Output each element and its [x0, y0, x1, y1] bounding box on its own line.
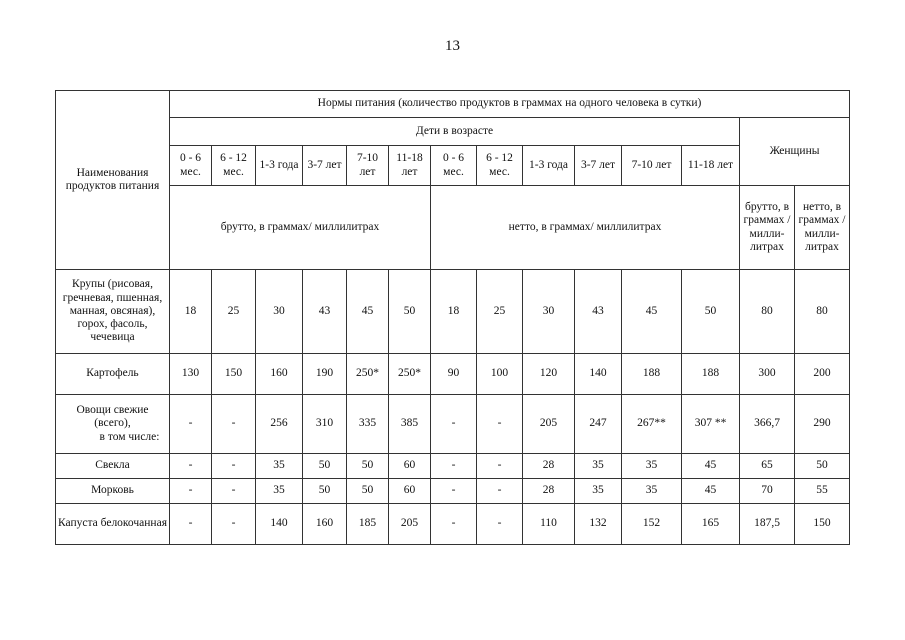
table-cell: 140: [256, 504, 303, 545]
table-cell: 200: [795, 354, 850, 395]
table-cell: -: [431, 454, 477, 479]
age-gross-4: 3-7 лет: [303, 146, 347, 186]
table-cell: 160: [303, 504, 347, 545]
table-cell: -: [212, 504, 256, 545]
table-cell: -: [477, 454, 523, 479]
table-cell: -: [477, 395, 523, 454]
table-cell: -: [431, 479, 477, 504]
table-cell: 50: [795, 454, 850, 479]
table-cell: 335: [347, 395, 389, 454]
table-cell: 120: [523, 354, 575, 395]
table-row: [56, 270, 850, 354]
table-cell: -: [477, 479, 523, 504]
table-cell: 35: [622, 454, 682, 479]
table-cell: -: [477, 504, 523, 545]
table-cell: 50: [347, 454, 389, 479]
table-cell: 185: [347, 504, 389, 545]
table-cell: -: [431, 395, 477, 454]
age-gross-3: 1-3 года: [256, 146, 303, 186]
page-number: 13: [445, 38, 460, 54]
table-cell: 205: [389, 504, 431, 545]
header-norms: Нормы питания (количество продуктов в граммах на одного человека в сутки): [170, 91, 850, 118]
table-cell: 65: [740, 454, 795, 479]
table-cell: 160: [256, 354, 303, 395]
table-cell: -: [431, 504, 477, 545]
header-women: Женщины: [740, 118, 850, 186]
table-cell: 187,5: [740, 504, 795, 545]
header-gross-unit: брутто, в граммах/ миллилитрах: [170, 186, 431, 270]
age-gross-5: 7-10 лет: [347, 146, 389, 186]
row-product-name: [56, 454, 170, 479]
table-row: [56, 354, 850, 395]
age-net-1: 0 - 6 мес.: [431, 146, 477, 186]
age-net-5: 7-10 лет: [622, 146, 682, 186]
table-cell: 50: [303, 479, 347, 504]
row-product-name-text: Картофель: [86, 367, 139, 380]
table-cell: 300: [740, 354, 795, 395]
row-product-name-text: Крупы (рисовая, гречневая, пшенная, манная, овсяная), горох, фасоль, чечевица: [62, 278, 163, 344]
header-product-names: Наименования продуктов питания: [56, 91, 170, 270]
table-row: [56, 504, 850, 545]
table-cell: 18: [170, 270, 212, 354]
table-cell: 60: [389, 479, 431, 504]
row-product-name: [56, 395, 170, 454]
row-product-name: [56, 479, 170, 504]
age-gross-6: 11-18 лет: [389, 146, 431, 186]
table-cell: 90: [431, 354, 477, 395]
table-row: [56, 479, 850, 504]
table-cell: 45: [622, 270, 682, 354]
table-cell: 35: [575, 454, 622, 479]
table-row: [56, 395, 850, 454]
table-cell: 45: [682, 479, 740, 504]
table-cell: 28: [523, 454, 575, 479]
header-children: Дети в возрасте: [170, 118, 740, 146]
age-gross-2: 6 - 12 мес.: [212, 146, 256, 186]
table-cell: 250*: [347, 354, 389, 395]
table-cell: -: [212, 479, 256, 504]
table-cell: 190: [303, 354, 347, 395]
table-cell: 165: [682, 504, 740, 545]
table-cell: 45: [347, 270, 389, 354]
row-product-name-text: Свекла: [95, 459, 130, 472]
row-product-name: [56, 354, 170, 395]
table-cell: 25: [477, 270, 523, 354]
age-gross-1: 0 - 6 мес.: [170, 146, 212, 186]
table-cell: 50: [682, 270, 740, 354]
table-cell: -: [170, 454, 212, 479]
table-cell: 80: [740, 270, 795, 354]
table-cell: 50: [303, 454, 347, 479]
table-cell: 188: [622, 354, 682, 395]
table-cell: 247: [575, 395, 622, 454]
header-women-gross: брутто, в граммах / милли-литрах: [740, 186, 795, 270]
table-cell: 50: [347, 479, 389, 504]
age-net-3: 1-3 года: [523, 146, 575, 186]
row-product-name-text: Морковь: [91, 484, 134, 497]
table-cell: 45: [682, 454, 740, 479]
age-net-4: 3-7 лет: [575, 146, 622, 186]
table-cell: 100: [477, 354, 523, 395]
table-cell: -: [170, 395, 212, 454]
table-cell: 80: [795, 270, 850, 354]
header-women-net: нетто, в граммах / милли-литрах: [795, 186, 850, 270]
table-cell: 188: [682, 354, 740, 395]
table-cell: 18: [431, 270, 477, 354]
header-net-unit: нетто, в граммах/ миллилитрах: [431, 186, 740, 270]
row-product-subname: в том числе:: [99, 430, 160, 443]
table-cell: 385: [389, 395, 431, 454]
table-cell: 150: [795, 504, 850, 545]
table-row: [56, 454, 850, 479]
table-cell: 307 **: [682, 395, 740, 454]
table-cell: 140: [575, 354, 622, 395]
row-product-name: [56, 504, 170, 545]
age-net-6: 11-18 лет: [682, 146, 740, 186]
table-cell: 50: [389, 270, 431, 354]
table-cell: 205: [523, 395, 575, 454]
table-cell: 25: [212, 270, 256, 354]
table-cell: 250*: [389, 354, 431, 395]
table-cell: 35: [256, 479, 303, 504]
table-cell: 366,7: [740, 395, 795, 454]
table-cell: -: [212, 395, 256, 454]
table-cell: 310: [303, 395, 347, 454]
age-net-2: 6 - 12 мес.: [477, 146, 523, 186]
table-cell: 110: [523, 504, 575, 545]
table-cell: 130: [170, 354, 212, 395]
table-cell: 150: [212, 354, 256, 395]
table-cell: 290: [795, 395, 850, 454]
table-cell: 267**: [622, 395, 682, 454]
table-cell: 43: [575, 270, 622, 354]
nutrition-norms-table: [55, 90, 850, 545]
table-cell: 132: [575, 504, 622, 545]
table-cell: 35: [622, 479, 682, 504]
table-cell: 152: [622, 504, 682, 545]
table-cell: 70: [740, 479, 795, 504]
table-cell: 35: [575, 479, 622, 504]
table-body: [56, 270, 850, 545]
table-cell: -: [170, 504, 212, 545]
row-product-name-text: Капуста белокочанная: [58, 517, 167, 530]
table-cell: 55: [795, 479, 850, 504]
table-cell: 60: [389, 454, 431, 479]
table-cell: 30: [256, 270, 303, 354]
row-product-name: [56, 270, 170, 354]
table-cell: -: [170, 479, 212, 504]
table-cell: 30: [523, 270, 575, 354]
table-cell: 35: [256, 454, 303, 479]
table-cell: 43: [303, 270, 347, 354]
row-product-name-text: Овощи свежие (всего),: [76, 404, 149, 430]
table-cell: 256: [256, 395, 303, 454]
table-cell: -: [212, 454, 256, 479]
table-cell: 28: [523, 479, 575, 504]
